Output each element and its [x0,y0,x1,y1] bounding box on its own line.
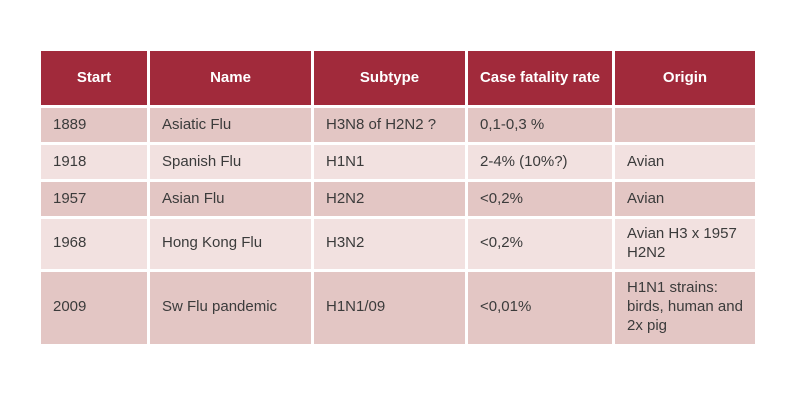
cell-start: 1889 [40,107,149,144]
cell-case-fatality-rate: <0,2% [467,218,614,271]
table-body [40,107,757,346]
cell-start: 1918 [40,144,149,181]
cell-origin: Avian [614,144,757,181]
cell-case-fatality-rate: 2-4% (10%?) [467,144,614,181]
cell-case-fatality-rate: 0,1-0,3 % [467,107,614,144]
cell-name: Sw Flu pandemic [149,270,313,345]
column-header-origin: Origin [614,50,757,107]
table-row [40,107,757,144]
cell-name: Asiatic Flu [149,107,313,144]
cell-start: 1968 [40,218,149,271]
header-row [40,50,757,107]
cell-start: 2009 [40,270,149,345]
cell-origin: Avian H3 x 1957 H2N2 [614,218,757,271]
cell-name: Spanish Flu [149,144,313,181]
table-row [40,218,757,271]
cell-origin: H1N1 strains: birds, human and 2x pig [614,270,757,345]
column-header-subtype: Subtype [313,50,467,107]
table-row [40,144,757,181]
cell-case-fatality-rate: <0,01% [467,270,614,345]
cell-subtype: H1N1 [313,144,467,181]
cell-subtype: H1N1/09 [313,270,467,345]
cell-subtype: H2N2 [313,181,467,218]
cell-subtype: H3N2 [313,218,467,271]
flu-pandemics-table [38,48,758,347]
cell-name: Hong Kong Flu [149,218,313,271]
column-header-case-fatality-rate: Case fatality rate [467,50,614,107]
cell-origin [614,107,757,144]
column-header-name: Name [149,50,313,107]
column-header-start: Start [40,50,149,107]
cell-case-fatality-rate: <0,2% [467,181,614,218]
cell-name: Asian Flu [149,181,313,218]
cell-origin: Avian [614,181,757,218]
table-header [40,50,757,107]
table-row [40,270,757,345]
cell-start: 1957 [40,181,149,218]
table-row [40,181,757,218]
cell-subtype: H3N8 of H2N2 ? [313,107,467,144]
